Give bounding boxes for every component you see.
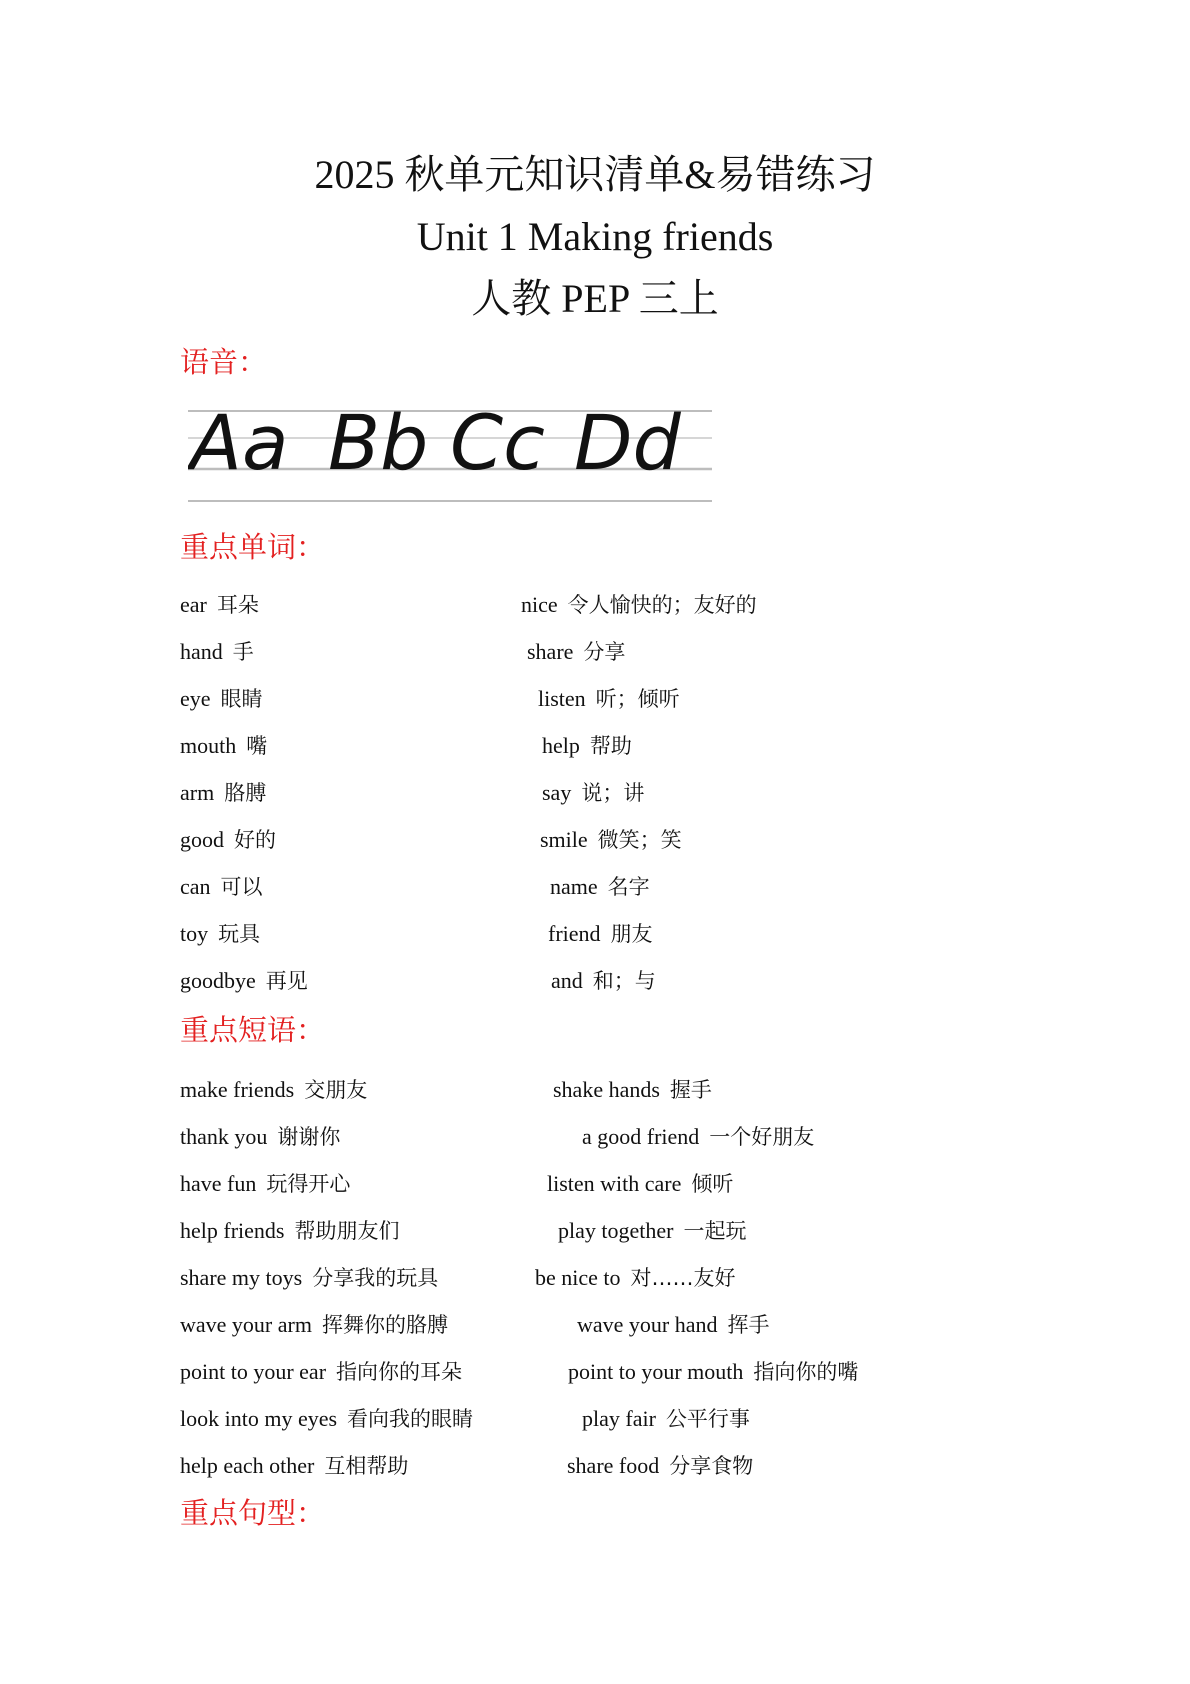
phrase-chinese: 分享我的玩具	[312, 1266, 439, 1290]
phrase-chinese: 倾听	[691, 1172, 734, 1196]
handwriting-letters-image	[188, 405, 712, 507]
phrase-chinese: 对……友好	[630, 1266, 736, 1290]
word-english: hand	[180, 639, 223, 664]
phrase-english: wave your hand	[577, 1312, 718, 1337]
phrase-english: shake hands	[553, 1077, 660, 1102]
phrase-english: point to your ear	[180, 1359, 327, 1384]
word-chinese: 嘴	[246, 734, 268, 758]
word-entry	[180, 873, 263, 901]
word-english: mouth	[180, 733, 237, 758]
word-entry	[180, 591, 259, 619]
phrase-entry	[582, 1405, 750, 1433]
word-chinese: 玩具	[218, 922, 261, 946]
word-chinese: 分享	[583, 640, 626, 664]
phrase-entry	[180, 1123, 340, 1151]
word-entry	[527, 638, 625, 666]
phrase-english: thank you	[180, 1124, 268, 1149]
word-english: help	[542, 733, 580, 758]
phrase-chinese: 一起玩	[683, 1219, 747, 1243]
word-english: share	[527, 639, 574, 664]
phrase-chinese: 玩得开心	[266, 1172, 351, 1196]
word-chinese: 可以	[220, 875, 263, 899]
word-chinese: 再见	[265, 969, 308, 993]
phrases-heading: 重点短语：	[180, 1013, 326, 1047]
phrase-english: share food	[567, 1453, 660, 1478]
word-entry	[542, 779, 644, 807]
word-entry	[180, 732, 267, 760]
phrase-entry	[180, 1452, 408, 1480]
phrase-entry	[553, 1076, 712, 1104]
word-entry	[180, 685, 263, 713]
phrase-entry	[582, 1123, 814, 1151]
phrase-chinese: 公平行事	[665, 1407, 750, 1431]
word-english: good	[180, 827, 224, 852]
word-chinese: 耳朵	[216, 593, 259, 617]
phrase-chinese: 挥舞你的胳膊	[321, 1313, 448, 1337]
handwriting-letter: Bb	[328, 405, 429, 487]
sentences-heading: 重点句型：	[180, 1496, 326, 1530]
phrase-entry	[577, 1311, 770, 1339]
word-chinese: 听；倾听	[595, 687, 680, 711]
phrase-chinese: 分享食物	[669, 1454, 754, 1478]
phrase-entry	[535, 1264, 736, 1292]
word-chinese: 名字	[607, 875, 650, 899]
word-english: toy	[180, 921, 209, 946]
word-english: arm	[180, 780, 215, 805]
phrase-entry	[568, 1358, 858, 1386]
phonics-heading: 语音：	[180, 345, 268, 379]
phrase-chinese: 交朋友	[304, 1078, 368, 1102]
phrase-chinese: 一个好朋友	[709, 1125, 815, 1149]
phrase-english: wave your arm	[180, 1312, 312, 1337]
phrase-chinese: 指向你的嘴	[753, 1360, 859, 1384]
word-entry	[550, 873, 650, 901]
handwriting-letter: Dd	[574, 405, 681, 487]
phrase-entry	[558, 1217, 746, 1245]
handwriting-letter: Cc	[450, 405, 545, 487]
title-line-2: Unit 1 Making friends	[416, 214, 774, 259]
phrase-entry	[180, 1311, 448, 1339]
phrase-chinese: 互相帮助	[324, 1454, 409, 1478]
phrase-english: a good friend	[582, 1124, 700, 1149]
phrase-english: play fair	[582, 1406, 656, 1431]
word-entry	[521, 591, 757, 619]
phrase-english: help friends	[180, 1218, 285, 1243]
word-chinese: 好的	[234, 828, 276, 852]
word-chinese: 令人愉快的；友好的	[567, 593, 757, 617]
phrase-english: look into my eyes	[180, 1406, 338, 1431]
title-line-3: 人教 PEP 三上	[471, 276, 719, 321]
word-chinese: 帮助	[589, 734, 632, 758]
word-english: smile	[540, 827, 588, 852]
title-line-1: 2025 秋单元知识清单&易错练习	[314, 152, 876, 197]
word-chinese: 手	[232, 640, 254, 664]
words-heading: 重点单词：	[180, 530, 326, 564]
phrase-chinese: 指向你的耳朵	[336, 1360, 463, 1384]
phrase-english: help each other	[180, 1453, 315, 1478]
phrase-entry	[547, 1170, 733, 1198]
word-chinese: 眼睛	[220, 687, 263, 711]
phrase-english: make friends	[180, 1077, 295, 1102]
word-english: listen	[538, 686, 586, 711]
phrase-chinese: 谢谢你	[277, 1125, 341, 1149]
word-entry	[540, 826, 682, 854]
word-english: goodbye	[180, 968, 256, 993]
word-entry	[180, 920, 260, 948]
phrase-entry	[180, 1076, 367, 1104]
word-english: say	[542, 780, 572, 805]
word-english: name	[550, 874, 598, 899]
phrase-chinese: 看向我的眼睛	[347, 1407, 474, 1431]
word-chinese: 说；讲	[581, 781, 645, 805]
phrase-english: play together	[558, 1218, 674, 1243]
phrase-english: listen with care	[547, 1171, 682, 1196]
word-english: nice	[521, 592, 558, 617]
word-entry	[180, 638, 254, 666]
phrase-entry	[180, 1358, 462, 1386]
word-entry	[180, 967, 308, 995]
word-entry	[548, 920, 653, 948]
word-english: eye	[180, 686, 211, 711]
word-english: and	[551, 968, 583, 993]
word-chinese: 和；与	[592, 969, 656, 993]
phrase-entry	[180, 1264, 438, 1292]
handwriting-letter: Aa	[190, 405, 289, 487]
phrase-english: have fun	[180, 1171, 257, 1196]
phrase-english: be nice to	[535, 1265, 621, 1290]
word-entry	[538, 685, 680, 713]
word-entry	[542, 732, 632, 760]
phrase-entry	[180, 1170, 350, 1198]
word-entry	[180, 826, 276, 854]
phrase-chinese: 挥手	[727, 1313, 770, 1337]
word-entry	[551, 967, 656, 995]
word-chinese: 朋友	[610, 922, 653, 946]
word-english: can	[180, 874, 211, 899]
word-english: ear	[180, 592, 207, 617]
phrase-chinese: 握手	[669, 1078, 712, 1102]
phrase-entry	[567, 1452, 753, 1480]
phrase-entry	[180, 1405, 473, 1433]
word-chinese: 微笑；笑	[597, 828, 682, 852]
word-chinese: 胳膊	[224, 781, 267, 805]
phrase-english: point to your mouth	[568, 1359, 744, 1384]
phrase-chinese: 帮助朋友们	[294, 1219, 400, 1243]
word-entry	[180, 779, 266, 807]
phrase-entry	[180, 1217, 399, 1245]
phrase-english: share my toys	[180, 1265, 303, 1290]
word-english: friend	[548, 921, 601, 946]
